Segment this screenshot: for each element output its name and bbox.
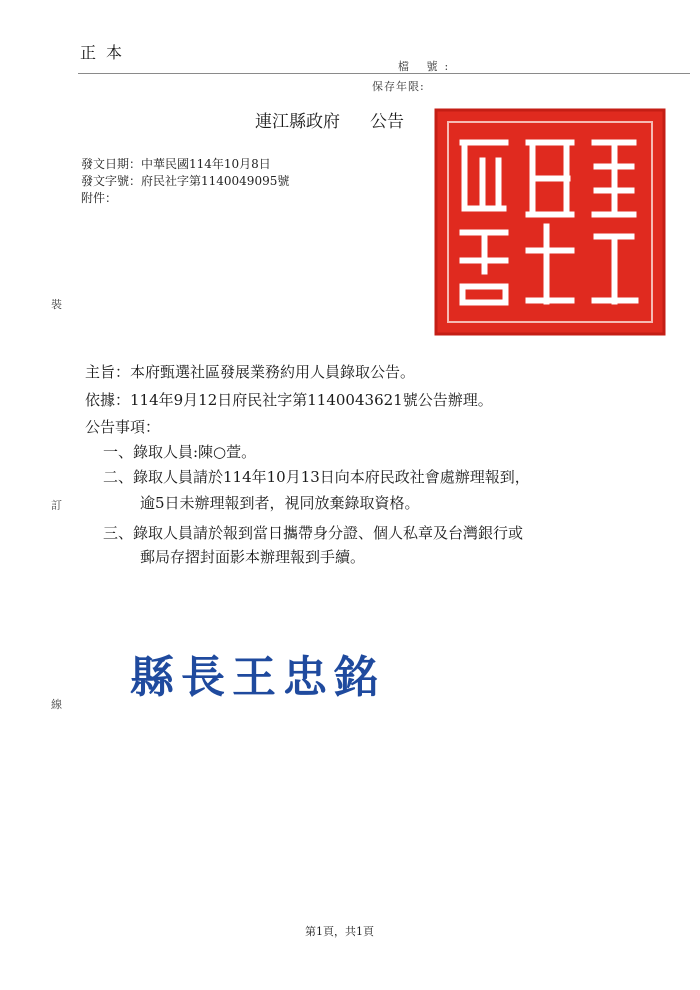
official-seal <box>434 108 666 336</box>
item-3-line-1: 三、錄取人員請於報到當日攜帶身分證、個人私章及台灣銀行或 <box>103 524 524 542</box>
document-title <box>255 107 404 132</box>
document-type: 公告 <box>370 112 404 132</box>
page-number: 第1頁，共1頁 <box>305 925 374 938</box>
binding-mark: 線 <box>51 698 62 711</box>
issue-date: 發文日期：中華民國114年10月8日 <box>81 157 271 171</box>
basis-line: 依據：114年9月12日府民社字第1140043621號公告辦理。 <box>85 391 493 409</box>
original-copy-label: 正本 <box>80 43 133 62</box>
binding-mark: 訂 <box>51 499 62 512</box>
item-1: 一、錄取人員:陳○萱。 <box>103 443 257 461</box>
issue-number: 發文字號：府民社字第1140049095號 <box>81 174 290 188</box>
item-2-line-1: 二、錄取人員請於114年10月13日向本府民政社會處辦理報到， <box>103 468 530 486</box>
magistrate-signature <box>126 640 458 706</box>
subject-line: 主旨：本府甄選社區發展業務約用人員錄取公告。 <box>85 363 416 381</box>
item-3-line-2: 郵局存摺封面影本辦理報到手續。 <box>140 548 366 566</box>
attachment-label: 附件： <box>81 191 118 205</box>
header-divider <box>78 73 690 74</box>
agency-name: 連江縣政府 <box>255 112 340 132</box>
signature-text: 縣長王忠銘 <box>130 652 385 703</box>
binding-mark: 裝 <box>51 298 62 311</box>
file-number-label: 檔 號: <box>398 60 456 73</box>
announcement-items-heading: 公告事項： <box>85 418 161 436</box>
item-2-line-2: 逾5日未辦理報到者，視同放棄錄取資格。 <box>140 494 420 512</box>
retention-period-label: 保存年限: <box>372 80 425 93</box>
